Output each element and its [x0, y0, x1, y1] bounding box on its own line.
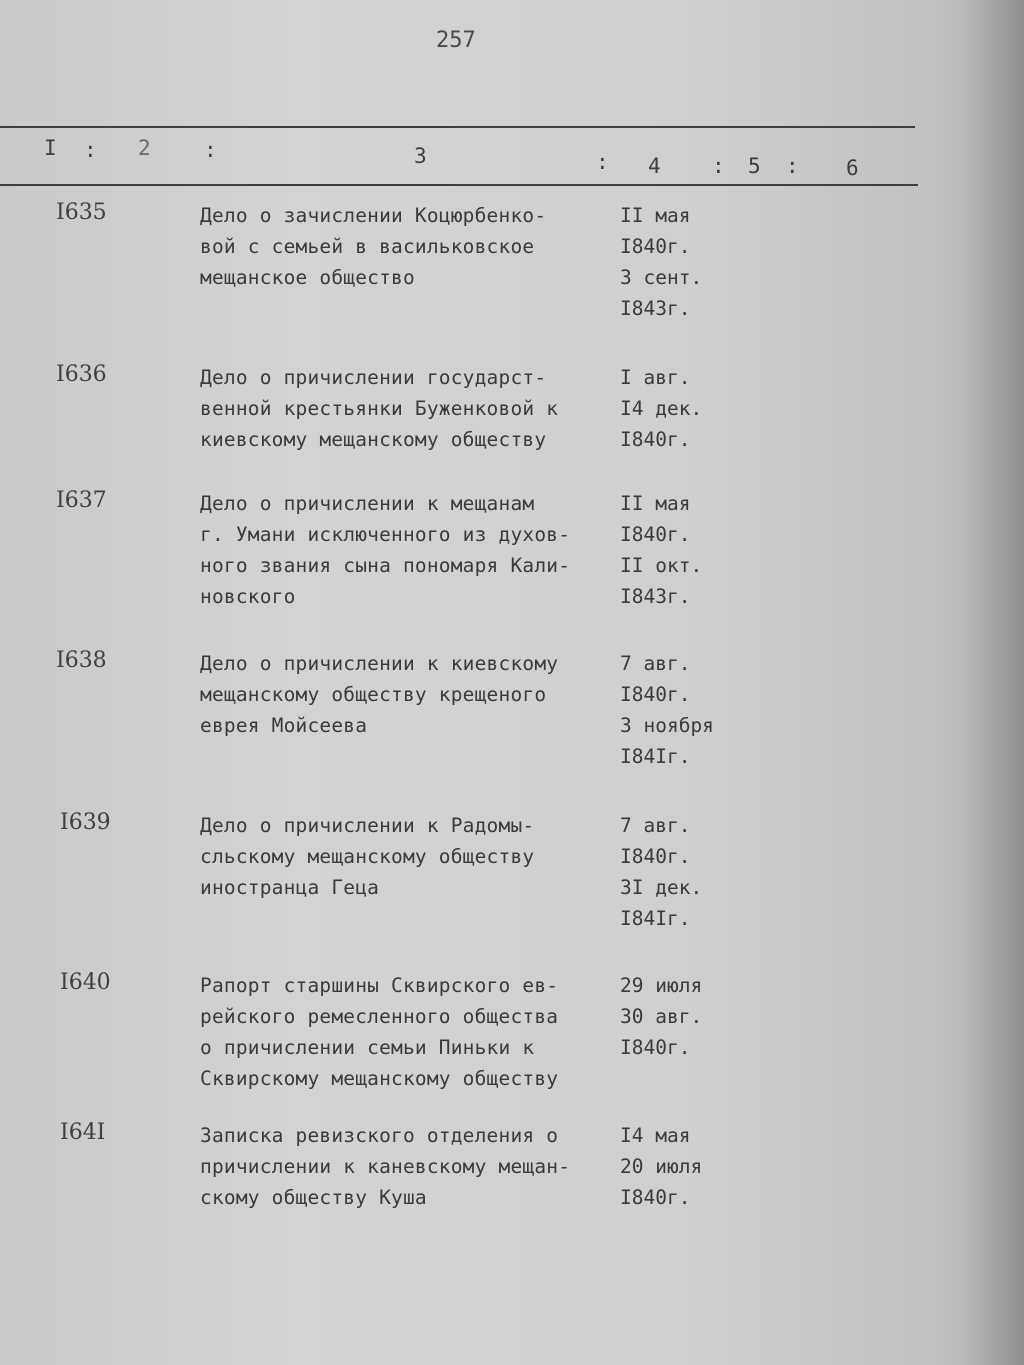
entry-description — [200, 200, 610, 293]
description-line: ного звания сына пономаря Кали- — [200, 554, 571, 577]
header-separator: : — [84, 138, 97, 162]
date-line: I84Iг. — [620, 907, 691, 930]
date-line: 7 авг. — [620, 814, 691, 837]
date-line: 3 ноября — [620, 714, 714, 737]
date-line: II мая — [620, 492, 691, 515]
date-line: I авг. — [620, 366, 691, 389]
date-line: II окт. — [620, 554, 703, 577]
date-line: I840г. — [620, 1036, 691, 1059]
entry-description — [200, 648, 610, 741]
header-bottom-rule — [0, 184, 918, 186]
header-separator: : — [786, 154, 799, 178]
date-line: I4 дек. — [620, 397, 703, 420]
description-line: новского — [200, 585, 296, 608]
entry-description — [200, 1120, 610, 1213]
entry-number: I635 — [56, 200, 107, 225]
date-line: 3 сент. — [620, 266, 703, 289]
description-line: Сквирскому мещанскому обществу — [200, 1067, 559, 1090]
page-edge — [960, 0, 1024, 1365]
description-line: Дело о причислении государст- — [200, 366, 547, 389]
description-line: венной крестьянки Буженковой к — [200, 397, 559, 420]
description-line: г. Умани исключенного из духов- — [200, 523, 571, 546]
description-line: киевскому мещанскому обществу — [200, 428, 547, 451]
date-line: II мая — [620, 204, 691, 227]
date-line: I840г. — [620, 1186, 691, 1209]
date-line: 30 авг. — [620, 1005, 703, 1028]
description-line: Дело о причислении к мещанам — [200, 492, 535, 515]
header-col-4: 4 — [648, 154, 661, 178]
header-col-5: 5 — [748, 154, 761, 178]
date-line: 3I дек. — [620, 876, 703, 899]
description-line: рейского ремесленного общества — [200, 1005, 559, 1028]
description-line: мещанскому обществу крещеного — [200, 683, 547, 706]
description-line: скому обществу Куша — [200, 1186, 427, 1209]
header-col-2: 2 — [138, 136, 151, 160]
entry-number: I639 — [60, 810, 111, 835]
entry-description — [200, 488, 610, 612]
page-number: 257 — [436, 28, 476, 53]
entry-number: I640 — [60, 970, 111, 995]
header-separator: : — [204, 138, 217, 162]
entry-dates — [620, 362, 760, 455]
entry-dates — [620, 200, 760, 324]
date-line: I840г. — [620, 235, 691, 258]
entry-dates — [620, 970, 760, 1063]
description-line: причислении к каневскому мещан- — [200, 1155, 571, 1178]
date-line: I840г. — [620, 683, 691, 706]
entry-dates — [620, 648, 760, 772]
date-line: I4 мая — [620, 1124, 691, 1147]
header-top-rule — [0, 126, 915, 128]
description-line: сльскому мещанскому обществу — [200, 845, 535, 868]
description-line: о причислении семьи Пиньки к — [200, 1036, 535, 1059]
entry-description — [200, 362, 610, 455]
description-line: Дело о причислении к Радомы- — [200, 814, 535, 837]
date-line: I840г. — [620, 428, 691, 451]
date-line: I843г. — [620, 585, 691, 608]
entry-number: I636 — [56, 362, 107, 387]
description-line: Дело о причислении к киевскому — [200, 652, 559, 675]
header-col-1: I — [44, 136, 57, 160]
entry-number: I637 — [56, 488, 107, 513]
header-separator: : — [596, 150, 609, 174]
date-line: 29 июля — [620, 974, 703, 997]
entry-dates — [620, 810, 760, 934]
description-line: иностранца Геца — [200, 876, 380, 899]
description-line: мещанское общество — [200, 266, 415, 289]
date-line: I840г. — [620, 523, 691, 546]
entry-dates — [620, 488, 760, 612]
date-line: 7 авг. — [620, 652, 691, 675]
description-line: вой с семьей в васильковское — [200, 235, 535, 258]
description-line: еврея Мойсеева — [200, 714, 368, 737]
entry-description — [200, 810, 610, 903]
entry-description — [200, 970, 610, 1094]
entry-number: I638 — [56, 648, 107, 673]
date-line: I84Iг. — [620, 745, 691, 768]
description-line: Рапорт старшины Сквирского ев- — [200, 974, 559, 997]
description-line: Дело о зачислении Коцюрбенко- — [200, 204, 547, 227]
header-col-3: 3 — [414, 144, 427, 168]
date-line: I843г. — [620, 297, 691, 320]
header-separator: : — [712, 154, 725, 178]
date-line: 20 июля — [620, 1155, 703, 1178]
entry-number: I64I — [60, 1120, 106, 1145]
date-line: I840г. — [620, 845, 691, 868]
header-col-6: 6 — [846, 156, 859, 180]
description-line: Записка ревизского отделения о — [200, 1124, 559, 1147]
entry-dates — [620, 1120, 760, 1213]
